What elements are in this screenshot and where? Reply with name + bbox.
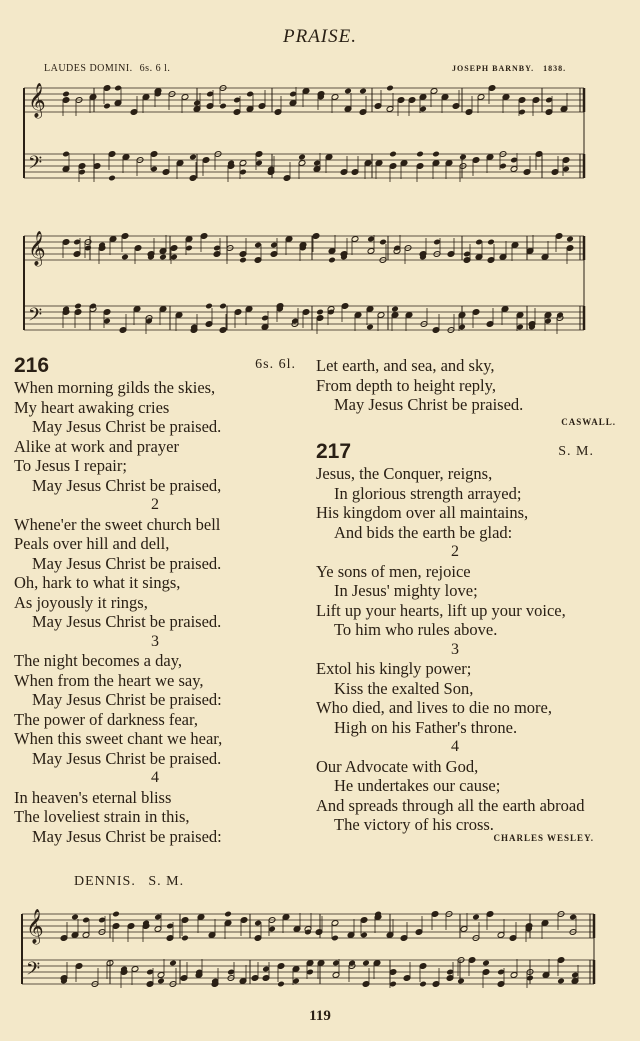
tune-meter: 6s. 6 l. [139,63,171,74]
hymn-line: From depth to height reply, [316,375,496,395]
hymn-line: To him who rules above. [334,620,498,639]
hymn-217-verses [316,464,594,835]
hymn-217 [316,440,594,843]
music-system-3 [20,898,598,990]
hymn-line: Our Advocate with God, [316,756,479,776]
hymn-line: In heaven's eternal bliss [14,787,172,807]
tune-name-laudes-domini [44,63,170,74]
hymn-line: May Jesus Christ be praised: [32,826,222,846]
hymn-line: The night becomes a day, [14,651,182,670]
hymn-line: Who died, and lives to die no more, [316,698,552,717]
hymn-line: May Jesus Christ be praised. [334,395,524,414]
music-score-dennis [20,898,598,990]
hymn-number: 216 [14,354,50,377]
composer-name: JOSEPH BARNBY. [452,64,535,73]
hymn-line: May Jesus Christ be praised. [32,553,222,573]
composer-year: 1838. [543,64,567,73]
hymn-line: High on his Father's throne. [334,717,518,737]
hymn-line: When from the heart we say, [14,670,204,690]
music-score-laudes-domini-part1 [22,78,588,192]
verse-number: 2 [151,496,159,513]
hymn-216-verses [14,378,296,846]
treble-clef-icon: 𝄞 [28,83,46,118]
music-score-laudes-domini-part2 [22,226,588,342]
hymn-line: Let earth, and sea, and sky, [316,356,495,375]
hymn-216-final-lines [316,356,616,415]
treble-clef-icon: 𝄞 [26,909,44,944]
bass-clef-icon: 𝄢 [28,305,43,330]
hymn-line: Ye sons of men, rejoice [316,561,471,581]
hymn-line: The power of darkness fear, [14,709,198,729]
hymn-line: Oh, hark to what it sings, [14,573,181,592]
bass-clef-icon: 𝄢 [28,153,43,178]
hymn-line: Jesus, the Conquer, reigns, [316,464,493,483]
tune-name: DENNIS. [74,874,136,889]
verse-number: 2 [451,543,459,560]
hymn-line: Kiss the exalted Son, [334,678,474,698]
verse-number: 3 [451,640,459,658]
hymn-line: And bids the earth be glad: [334,522,513,542]
tune-name: LAUDES DOMINI. [44,63,133,74]
composer-credit [452,64,566,73]
treble-clef-icon: 𝄞 [28,231,46,266]
hymn-line: When this sweet chant we hear, [14,729,223,748]
hymn-line: Lift up your hearts, lift up your voice, [316,600,566,620]
hymn-line: May Jesus Christ be praised. [32,417,222,436]
hymn-line: May Jesus Christ be praised. [32,748,222,768]
hymn-line: The loveliest strain in this, [14,807,190,826]
tune-meter: S. M. [148,874,185,889]
music-system-2 [22,226,588,342]
verse-number: 4 [151,769,159,786]
hymn-line: In Jesus' mighty love; [334,581,478,600]
hymn-line: To Jesus I repair; [14,456,127,475]
hymn-line: When morning gilds the skies, [14,378,216,397]
hymn-line: Peals over hill and dell, [14,534,170,553]
page-number: 119 [309,1008,331,1024]
hymn-line: May Jesus Christ be praised, [32,475,222,495]
hymn-216-author: CASWALL. [561,416,616,427]
hymn-line: His kingdom over all maintains, [316,503,529,522]
verse-number: 3 [151,632,159,650]
hymn-meter: S. M. [558,444,594,459]
hymn-line: He undertakes our cause; [334,776,501,795]
hymn-line: Alike at work and prayer [14,436,179,456]
hymn-217-author: CHARLES WESLEY. [493,832,594,843]
hymn-line: And spreads through all the earth abroad [316,795,585,815]
hymn-line: My heart awaking cries [14,397,170,417]
hymn-number: 217 [316,440,352,463]
hymn-line: Whene'er the sweet church bell [14,514,221,534]
bass-clef-icon: 𝄢 [26,959,41,984]
hymn-line: The victory of his cross. [334,815,494,834]
verse-number: 4 [451,738,459,755]
hymn-line: May Jesus Christ be praised: [32,690,222,709]
page-header: PRAISE. [282,26,357,47]
tune-name-dennis [74,874,184,890]
hymn-216-continuation [316,356,616,427]
hymn-line: As joyously it rings, [14,592,148,612]
hymn-216 [14,354,296,846]
hymn-line: In glorious strength arrayed; [334,483,522,503]
music-system-1 [22,78,588,192]
hymn-line: Extol his kingly power; [316,659,472,678]
hymn-meter: 6s. 6l. [255,357,296,372]
hymn-line: May Jesus Christ be praised. [32,612,222,631]
